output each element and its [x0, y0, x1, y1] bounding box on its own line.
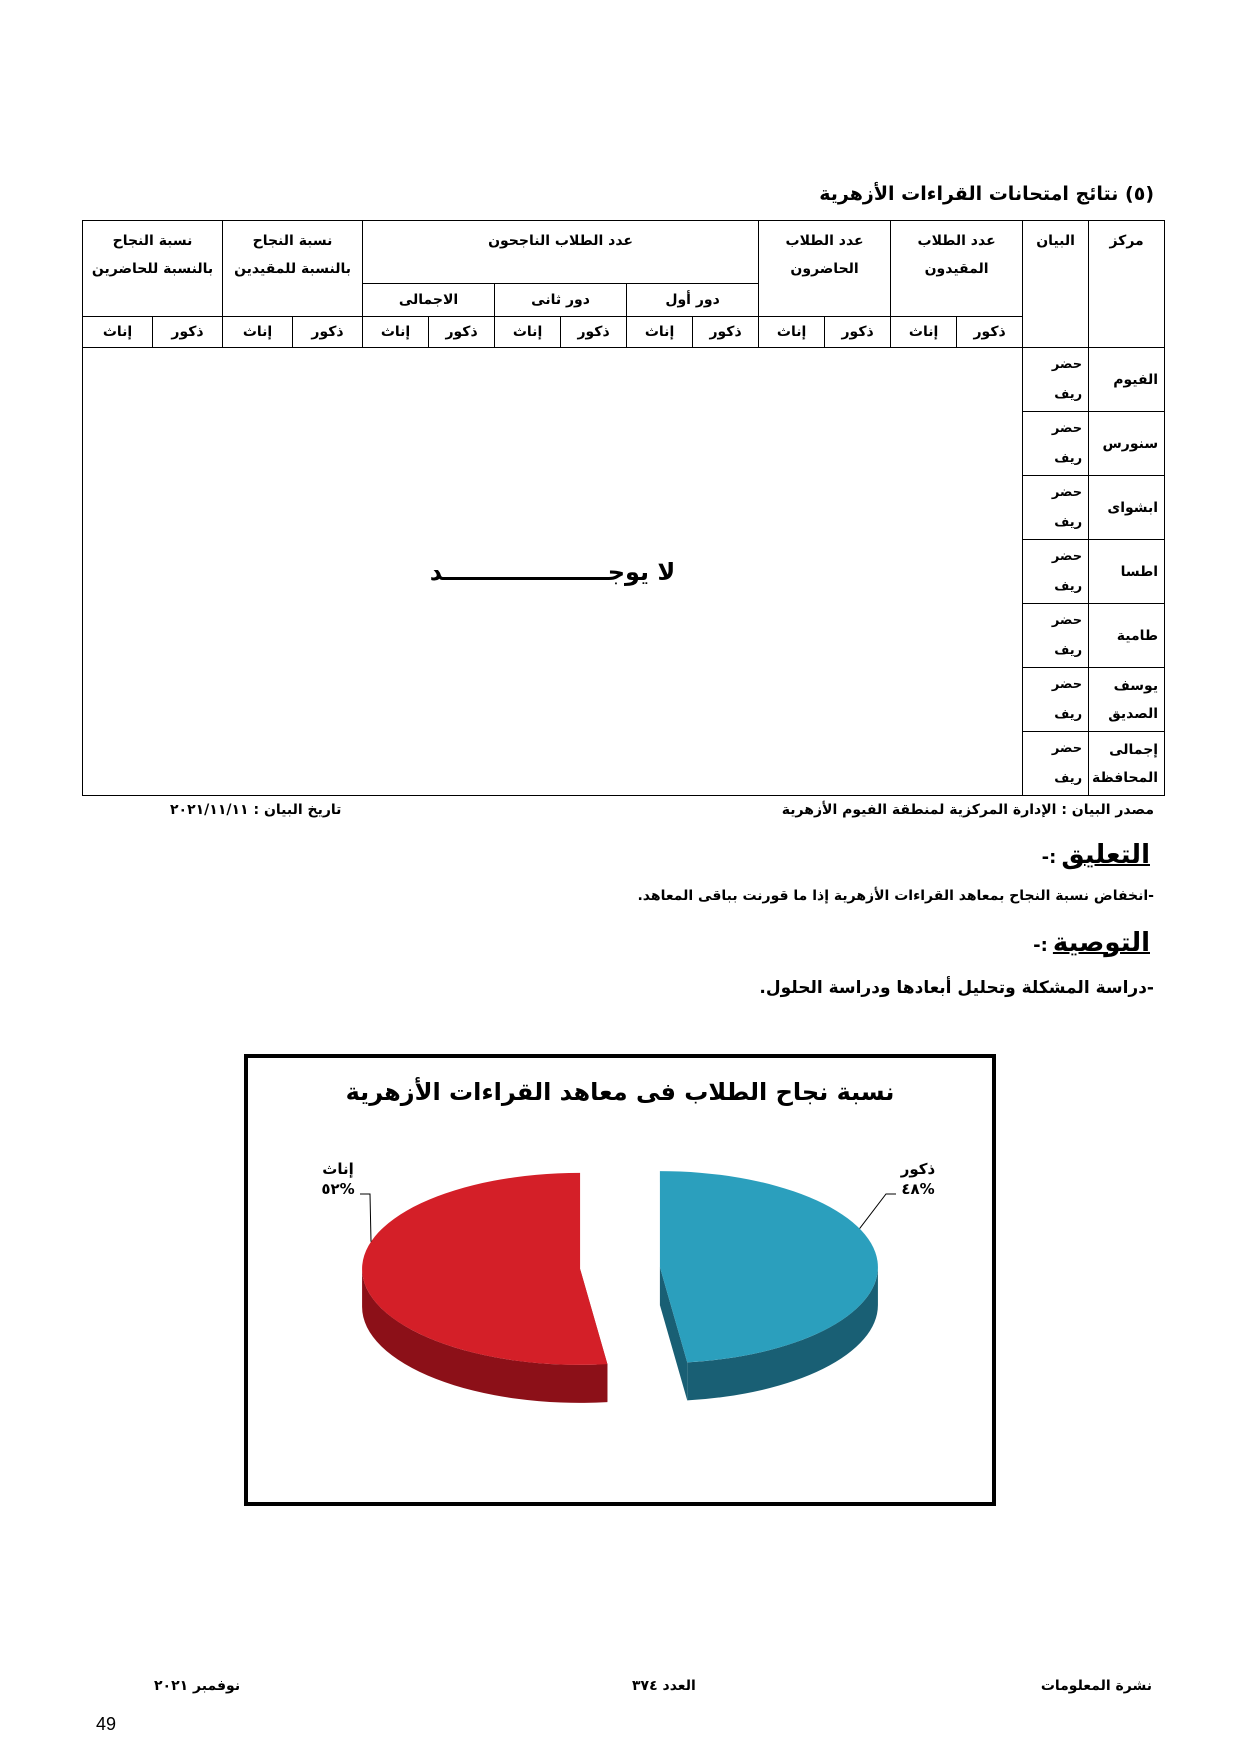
slice-label: ذكور [900, 1160, 936, 1178]
header-male: ذكور [293, 317, 363, 348]
footer-publication: نشرة المعلومات [1040, 1678, 1152, 1694]
header-rate-enrolled-line2: بالنسبة للمقيدين [234, 261, 351, 277]
region-name: ابشواى [1107, 499, 1159, 516]
header-enrolled [891, 221, 1023, 317]
header-rate-present-line2: بالنسبة للحاضرين [91, 261, 214, 277]
data-source: مصدر البيان : الإدارة المركزية لمنطقة الفيوم الأزهرية [781, 802, 1154, 818]
urban-label: حضر [1051, 420, 1083, 436]
location-cell [1023, 540, 1089, 604]
header-enrolled-line1: عدد الطلاب [917, 233, 996, 249]
region-cell [1089, 476, 1165, 540]
region-name-line2: الصديق [1108, 705, 1159, 722]
location-cell [1023, 476, 1089, 540]
rural-label: ريف [1054, 642, 1083, 658]
footer-issue: العدد ٣٧٤ [632, 1678, 696, 1694]
header-female: إناث [223, 317, 293, 348]
header-male: ذكور [957, 317, 1023, 348]
header-rate-enrolled-line1: نسبة النجاح [252, 233, 333, 249]
slice-value-label: ٤٨% [901, 1180, 935, 1198]
comment-heading: التعليق [1061, 840, 1150, 870]
region-cell [1089, 604, 1165, 668]
header-male: ذكور [693, 317, 759, 348]
leader-line [360, 1194, 371, 1242]
header-second-round: دور ثانى [495, 284, 627, 317]
recommendation-text: -دراسة المشكلة وتحليل أبعادها ودراسة الحلول. [759, 978, 1154, 998]
pie-chart [248, 1058, 992, 1502]
rural-label: ريف [1054, 386, 1083, 402]
recommendation-heading-row [1033, 928, 1150, 958]
rural-label: ريف [1054, 578, 1083, 594]
header-rate-present-line1: نسبة النجاح [112, 233, 193, 249]
pie-chart-frame [244, 1054, 996, 1506]
header-enrolled-line2: المقيدون [924, 261, 989, 277]
header-rate-enrolled [223, 221, 363, 317]
header-present [759, 221, 891, 317]
region-name: الفيوم [1113, 371, 1159, 388]
header-first-round: دور أول [627, 284, 759, 317]
location-cell [1023, 732, 1089, 796]
header-female: إناث [891, 317, 957, 348]
header-female: إناث [363, 317, 429, 348]
pie-slice-female [362, 1173, 607, 1403]
urban-label: حضر [1051, 548, 1083, 564]
page-number: 49 [96, 1714, 117, 1734]
header-markaz: مركز [1089, 221, 1165, 348]
header-female: إناث [495, 317, 561, 348]
chart-title: نسبة نجاح الطلاب فى معاهد القراءات الأزهرية [345, 1078, 895, 1106]
leader-line [860, 1194, 896, 1229]
no-data-area [83, 348, 1023, 796]
region-cell [1089, 540, 1165, 604]
header-total: الاجمالى [363, 284, 495, 317]
footer-date: نوفمبر ٢٠٢١ [154, 1678, 241, 1694]
region-cell [1089, 412, 1165, 476]
location-cell [1023, 604, 1089, 668]
header-bayan: البيان [1023, 221, 1089, 348]
region-name: اطسا [1120, 563, 1159, 580]
urban-label: حضر [1051, 740, 1083, 756]
location-cell [1023, 412, 1089, 476]
region-name: يوسف [1113, 677, 1159, 694]
region-name-line2: المحافظة [1092, 769, 1159, 786]
pie-slice-male [660, 1171, 878, 1400]
data-date: تاريخ البيان : ٢٠٢١/١١/١١ [170, 802, 342, 818]
slice-value-label: ٥٢% [321, 1180, 355, 1198]
region-cell [1089, 732, 1165, 796]
recommendation-heading: التوصية [1052, 928, 1150, 958]
results-table [82, 220, 1165, 796]
header-female: إناث [627, 317, 693, 348]
region-name: إجمالى [1109, 741, 1159, 758]
section-title: (٥) نتائج امتحانات القراءات الأزهرية [819, 183, 1154, 205]
rural-label: ريف [1054, 706, 1083, 722]
rural-label: ريف [1054, 514, 1083, 530]
comment-text: -انخفاض نسبة النجاح بمعاهد القراءات الأزهرية إذا ما قورنت بباقى المعاهد. [637, 888, 1154, 904]
header-female: إناث [83, 317, 153, 348]
comment-heading-suffix: :- [1041, 847, 1057, 868]
slice-label: إناث [322, 1160, 354, 1178]
urban-label: حضر [1051, 676, 1083, 692]
region-name: سنورس [1102, 435, 1159, 452]
header-female: إناث [759, 317, 825, 348]
urban-label: حضر [1051, 356, 1083, 372]
header-passed: عدد الطلاب الناجحون [363, 221, 759, 284]
header-male: ذكور [825, 317, 891, 348]
region-cell [1089, 348, 1165, 412]
header-male: ذكور [153, 317, 223, 348]
header-male: ذكور [429, 317, 495, 348]
location-cell [1023, 348, 1089, 412]
urban-label: حضر [1051, 484, 1083, 500]
header-present-line1: عدد الطلاب [785, 233, 864, 249]
rural-label: ريف [1054, 450, 1083, 466]
location-cell [1023, 668, 1089, 732]
header-present-line2: الحاضرون [790, 261, 859, 277]
rural-label: ريف [1054, 770, 1083, 786]
region-cell [1089, 668, 1165, 732]
header-rate-present [83, 221, 223, 317]
header-male: ذكور [561, 317, 627, 348]
region-name: طامية [1116, 627, 1159, 644]
no-data-text: لا يوجــــــــــــــــــــد [429, 557, 676, 586]
urban-label: حضر [1051, 612, 1083, 628]
comment-heading-row [1042, 840, 1150, 870]
recommendation-heading-suffix: :- [1033, 935, 1048, 956]
